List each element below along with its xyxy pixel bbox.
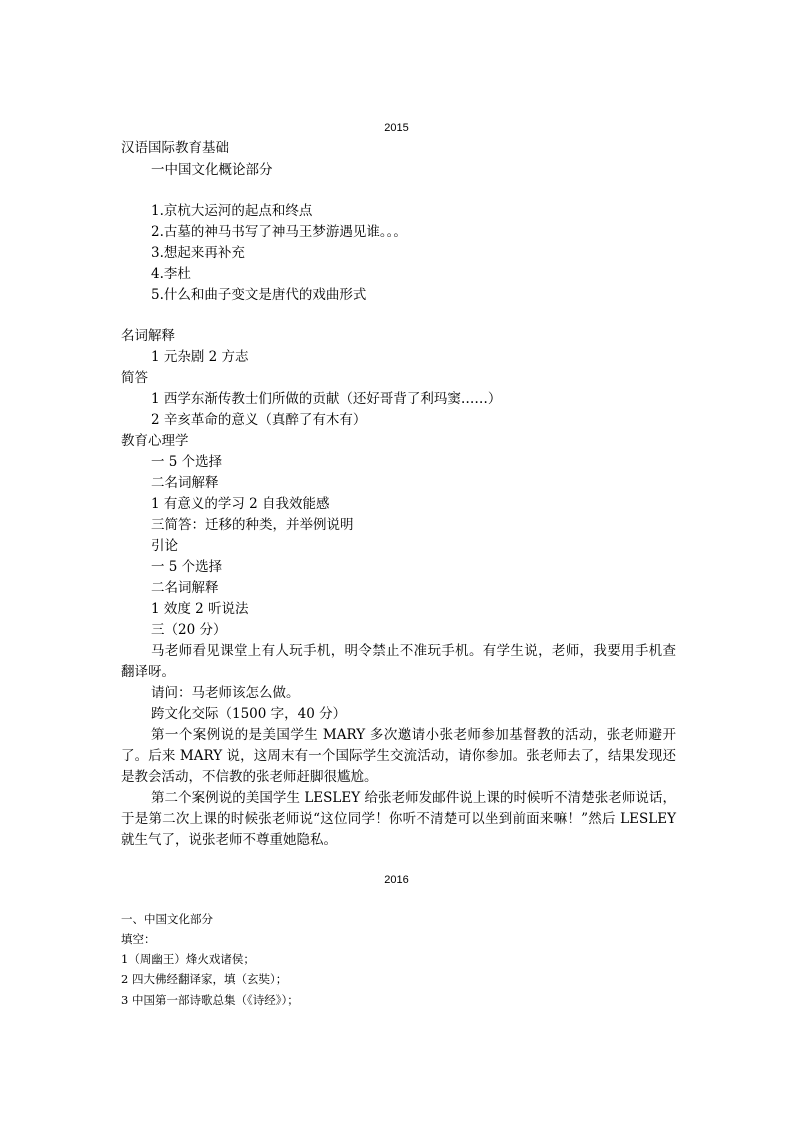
psychology-item: 一 5 个选择 xyxy=(151,454,223,470)
year-heading-2015: 2015 xyxy=(384,122,409,134)
psychology-item: 1 有意义的学习 2 自我效能感 xyxy=(151,496,330,512)
choice-item: 3.想起来再补充 xyxy=(151,245,245,261)
fill-blank-heading: 填空： xyxy=(121,932,156,946)
year-heading-2016: 2016 xyxy=(384,874,409,886)
case-paragraph: 马老师看见课堂上有人玩手机，明令禁止不准玩手机。有学生说，老师，我要用手机查翻译呀。 xyxy=(121,643,676,680)
short-answer-heading: 简答 xyxy=(121,370,148,386)
introduction-heading: 引论 xyxy=(151,538,178,554)
introduction-item: 三（20 分） xyxy=(151,622,227,638)
choice-item: 1.京杭大运河的起点和终点 xyxy=(151,203,313,219)
choice-item: 5.什么和曲子变文是唐代的戏曲形式 xyxy=(151,287,367,303)
fill-blank-item: 3 中国第一部诗歌总集（《诗经》）； xyxy=(121,993,299,1007)
cross-culture-case-2: 第二个案例说的美国学生 LESLEY 给张老师发邮件说上课的时候听不清楚张老师说话，于是第二次上课的时候张老师说“这位同学！你听不清楚可以坐到前面来嘛！”然后 LESLEY 就生气了，说张老师不尊重她隐私。 xyxy=(121,790,676,848)
fill-blank-item: 1（周幽王）烽火戏诸侯； xyxy=(121,952,255,966)
short-answer-question: 1 西学东渐传教士们所做的贡献（还好哥背了利玛窦……） xyxy=(151,391,502,407)
section-heading-chinese-culture: 一中国文化概论部分 xyxy=(151,162,273,178)
psychology-item: 二名词解释 xyxy=(151,475,219,491)
introduction-item: 一 5 个选择 xyxy=(151,559,223,575)
terms-heading: 名词解释 xyxy=(121,328,175,344)
subject-title: 汉语国际教育基础 xyxy=(121,140,229,156)
psychology-item: 三简答：迁移的种类，并举例说明 xyxy=(151,517,354,533)
cross-culture-heading: 跨文化交际（1500 字，40 分） xyxy=(151,706,347,722)
introduction-item: 1 效度 2 听说法 xyxy=(151,601,249,617)
short-answer-question: 2 辛亥革命的意义（真醉了有木有） xyxy=(151,412,367,428)
introduction-item: 二名词解释 xyxy=(151,580,219,596)
section-heading-chinese-culture-2016: 一、中国文化部分 xyxy=(121,912,213,926)
case-question: 请问：马老师该怎么做。 xyxy=(151,685,300,701)
choice-item: 2.古墓的神马书写了神马王梦游遇见谁。。。 xyxy=(151,224,407,240)
choice-item: 4.李杜 xyxy=(151,266,191,282)
cross-culture-case-1: 第一个案例说的是美国学生 MARY 多次邀请小张老师参加基督教的活动，张老师避开了。后来 MARY 说，这周末有一个国际学生交流活动，请你参加。张老师去了，结果发现还是教会活动，不信教的张老师赶脚很尴尬。 xyxy=(121,727,676,785)
terms-line: 1 元杂剧 2 方志 xyxy=(151,349,249,365)
fill-blank-item: 2 四大佛经翻译家，填（玄奘）； xyxy=(121,972,288,986)
psychology-heading: 教育心理学 xyxy=(121,433,189,449)
